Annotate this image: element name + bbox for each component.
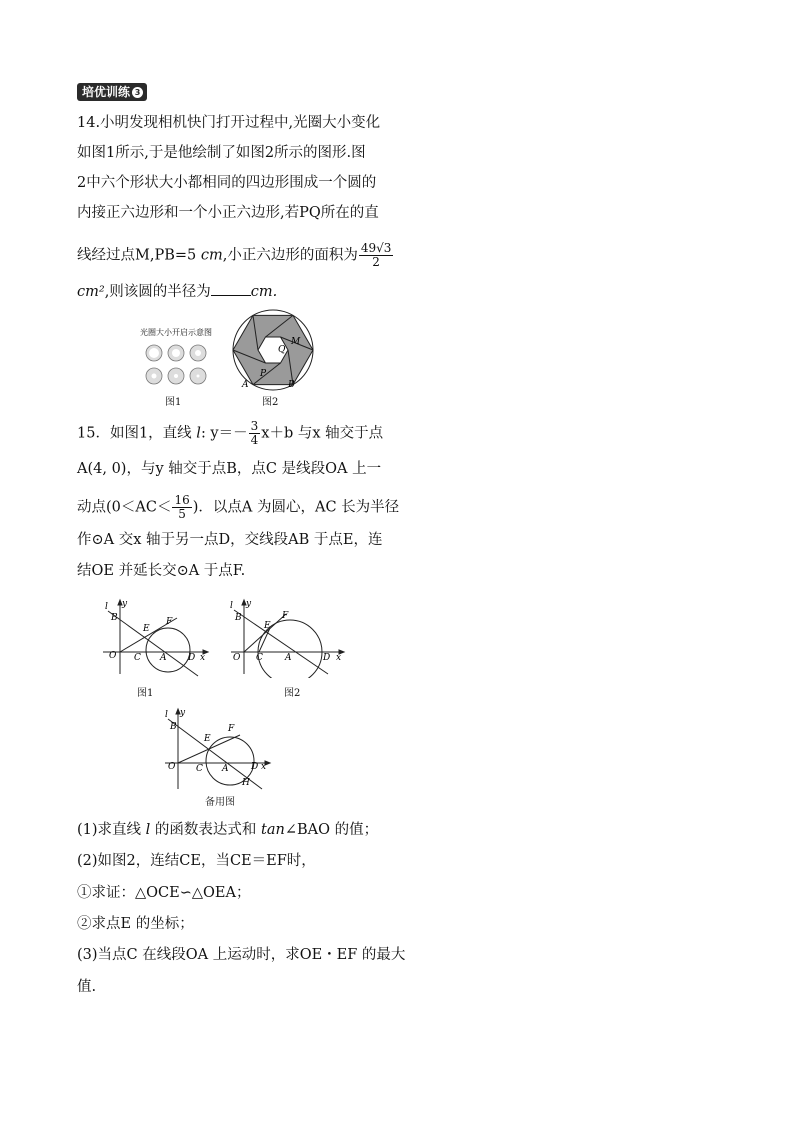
- q15-spare-figure: [162, 705, 274, 793]
- ac-bound-den: 5: [178, 507, 186, 521]
- spare-label-b: B: [170, 722, 177, 732]
- q15-line-3b: )．以点A 为圆心，AC 长为半径: [192, 499, 400, 516]
- f1-label-c: C: [134, 653, 141, 663]
- f1-label-f: F: [166, 617, 173, 627]
- f1-label-a: A: [160, 653, 167, 663]
- ac-bound-num: 16: [174, 493, 190, 507]
- slope-num: 3: [250, 419, 259, 433]
- q15-fig2-caption: 图2: [284, 688, 301, 699]
- q15-part-1c: ∠BAO 的值；: [284, 822, 379, 838]
- q15-figure-2: [228, 596, 348, 678]
- answer-blank: [211, 281, 251, 296]
- fig1-caption: 图1: [165, 397, 182, 408]
- unit-cm2: cm²: [77, 284, 105, 300]
- spare-label-y: y: [180, 708, 186, 718]
- fig2-label-q: Q: [278, 345, 286, 355]
- area-frac-den: 2: [372, 255, 380, 269]
- q15-line-1b: : y＝－: [200, 425, 248, 442]
- q15-part-3: (3)当点C 在线段OA 上运动时，求OE・EF 的最大: [77, 947, 406, 963]
- f2-label-l: l: [230, 601, 233, 611]
- f2-label-b: B: [235, 613, 242, 623]
- f1-label-e: E: [143, 624, 150, 634]
- f2-label-f: F: [282, 611, 289, 621]
- q14-line-3: 2中六个形状大小都相同的四边形围成一个圆的: [77, 175, 377, 191]
- aperture-hexagon-figure: [228, 308, 318, 392]
- q14-line-5b: ,小正六边形的面积为: [222, 247, 358, 264]
- q14-line-6b: ,则该圆的半径为: [104, 284, 211, 300]
- f2-label-d: D: [323, 653, 331, 663]
- area-frac-num: 49√3: [360, 241, 392, 255]
- q15-part-1: [77, 820, 378, 840]
- q15-part-2: (2)如图2，连结CE，当CE＝EF时，: [77, 853, 316, 869]
- spare-label-c: C: [196, 764, 203, 774]
- q15-part-1a: (1)求直线: [77, 822, 146, 838]
- q15-fig1-caption: 图1: [137, 688, 154, 699]
- f2-label-y: y: [246, 599, 252, 609]
- q15-line-3a: 动点(0＜AC＜: [77, 499, 172, 516]
- q14-line-2: 如图1所示,于是他绘制了如图2所示的图形.图: [77, 145, 366, 161]
- q14-line-4: 内接正六边形和一个小正六边形,若PQ所在的直: [77, 205, 379, 221]
- q15-line-1c: x＋b 与x 轴交于点: [261, 425, 384, 442]
- q15-part-2-ii: ②求点E 的坐标；: [77, 916, 194, 932]
- f2-label-a: A: [285, 653, 292, 663]
- spare-label-f: F: [228, 724, 235, 734]
- f2-label-c: C: [256, 653, 263, 663]
- line-l-symbol: l: [196, 425, 201, 442]
- badge-number: 3: [132, 87, 143, 98]
- q15-part-2-i: ①求证：△OCE∽△OEA；: [77, 885, 251, 901]
- fig2-label-p: P: [260, 369, 267, 379]
- q15-spare-caption: 备用图: [205, 797, 235, 808]
- fig2-caption: 图2: [262, 397, 279, 408]
- f2-label-x: x: [336, 653, 342, 663]
- f1-label-x: x: [200, 653, 206, 663]
- spare-label-d: D: [251, 762, 259, 772]
- spare-label-a: A: [222, 764, 229, 774]
- f1-label-d: D: [188, 653, 196, 663]
- q15-line-4: 作⊙A 交x 轴于另一点D，交线段AB 于点E，连: [77, 532, 383, 548]
- fig2-label-m: M: [291, 337, 301, 347]
- q15-figure-1: [100, 596, 212, 678]
- fig2-label-a: A: [242, 380, 249, 390]
- f1-label-b: B: [111, 613, 118, 623]
- spare-label-x: x: [261, 762, 267, 772]
- q15-line-3: [77, 494, 399, 521]
- spare-label-l: l: [165, 710, 168, 720]
- q15-line-1a: 15．如图1，直线: [77, 425, 197, 442]
- ac-bound-fraction: [172, 494, 191, 521]
- q14-line-5a: 线经过点M,PB=5: [77, 247, 201, 264]
- aperture-stages-figure: [140, 340, 215, 390]
- f1-label-l: l: [105, 602, 108, 612]
- fig1-title: 光圈大小开启示意图: [140, 328, 212, 337]
- section-badge: [77, 83, 147, 101]
- area-fraction: [359, 242, 394, 269]
- q14-line-6: [77, 281, 277, 302]
- fig2-label-b: B: [288, 380, 295, 390]
- q14-line-1: 14.小明发现相机快门打开过程中,光圈大小变化: [77, 115, 381, 131]
- q15-line-1: [77, 420, 383, 447]
- f1-label-o: O: [109, 651, 117, 661]
- spare-label-e: E: [204, 734, 211, 744]
- q15-part-3b: 值.: [77, 979, 97, 995]
- q15-line-5: 结OE 并延长交⊙A 于点F.: [77, 563, 246, 579]
- unit-cm: cm: [200, 247, 223, 264]
- f2-label-o: O: [233, 653, 241, 663]
- q15-part-1-tan: tan: [261, 822, 285, 838]
- spare-label-o: O: [168, 762, 176, 772]
- spare-label-h: H: [242, 778, 250, 788]
- slope-den: 4: [250, 433, 259, 447]
- q15-part-1b: 的函数表达式和: [150, 822, 262, 838]
- unit-cm-end: cm.: [250, 284, 278, 300]
- badge-label: 培优训练: [82, 85, 131, 99]
- f2-label-e: E: [264, 621, 271, 631]
- q15-part-1-l: l: [145, 822, 151, 838]
- q14-line-5: [77, 242, 394, 269]
- f1-label-y: y: [122, 599, 128, 609]
- q15-line-2: A(4, 0)，与y 轴交于点B，点C 是线段OA 上一: [77, 461, 382, 477]
- slope-fraction: [249, 420, 261, 447]
